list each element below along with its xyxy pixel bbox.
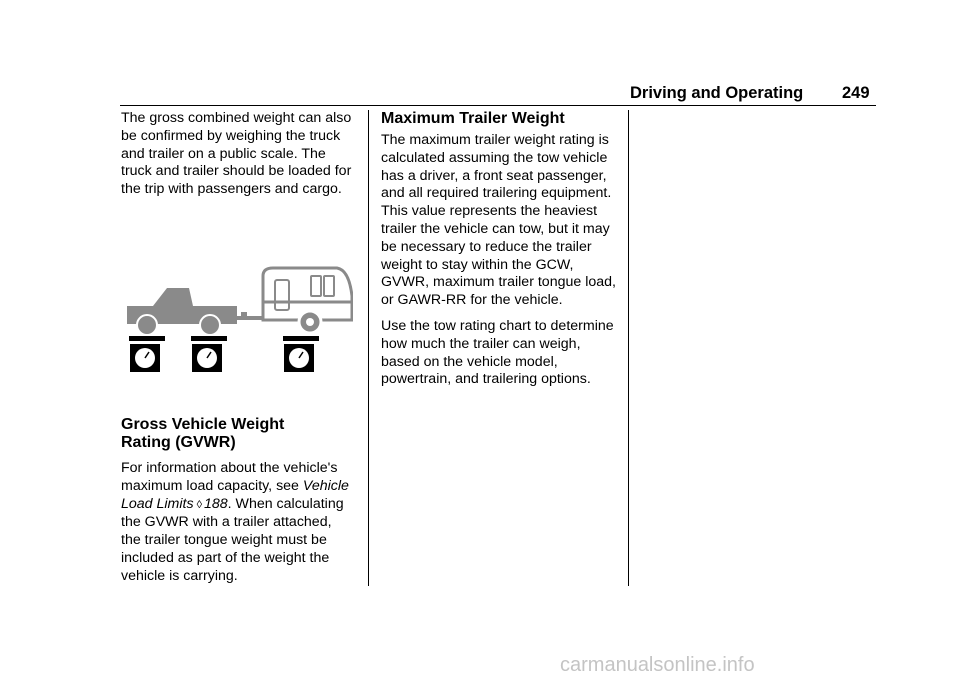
trailer-door — [275, 280, 289, 310]
section-title: Driving and Operating — [630, 84, 804, 102]
page-reference-icon: ◊ — [196, 498, 202, 511]
scale-2 — [191, 336, 227, 372]
gvwr-paragraph: For information about the vehicle's maximum load capacity, see Vehicle Load Limits ◊ 188. When calculating the GVWR with a trailer attached, the trailer tongue weight must be included as part of the weight the vehicle is carrying. — [121, 460, 349, 584]
column-2 — [381, 110, 617, 389]
column-divider-2 — [628, 110, 629, 586]
column-divider-1 — [368, 110, 369, 586]
max-trailer-weight-paragraph-2: Use the tow rating chart to determine how much the trailer can weigh, based on the vehicle model, powertrain, and trailering options. — [381, 317, 614, 388]
column-1 — [121, 110, 353, 199]
gvwr-heading: Gross Vehicle Weight Rating (GVWR) — [121, 416, 285, 451]
intro-paragraph: The gross combined weight can also be confirmed by weighing the truck and trailer on a public scale. The truck and trailer should be loaded for the trip with passengers and cargo. — [121, 110, 352, 198]
hitch-ball — [241, 312, 247, 320]
max-trailer-weight-paragraph-1: The maximum trailer weight rating is calculated assuming the tow vehicle has a driver, a front seat passenger, and all required trailering equipment. This value represents the heaviest trailer the vehicle can tow, but it may be necessary to reduce the trailer weight to stay within the GCW, GVWR, maximum trailer tongue load, or GAWR-RR for the vehicle. — [381, 132, 616, 309]
watermark: carmanualsonline.info — [560, 654, 755, 676]
gvwr-section — [121, 416, 361, 452]
header-rule — [120, 105, 876, 106]
gvwr-text — [121, 460, 353, 586]
scale-3 — [283, 336, 319, 372]
truck-trailer-on-scales-icon — [121, 262, 353, 374]
trailer-window-1 — [311, 276, 321, 296]
page-reference-number[interactable]: 188 — [204, 495, 228, 512]
page-number: 249 — [842, 84, 870, 102]
vehicle-load-limits-link[interactable]: Vehicle Load Limits — [121, 477, 349, 512]
max-trailer-weight-heading: Maximum Trailer Weight — [381, 110, 565, 127]
page-header — [630, 84, 876, 106]
truck-front-wheel — [137, 315, 157, 335]
trailer-window-2 — [324, 276, 334, 296]
truck-rear-wheel — [200, 315, 220, 335]
scale-1 — [129, 336, 165, 372]
